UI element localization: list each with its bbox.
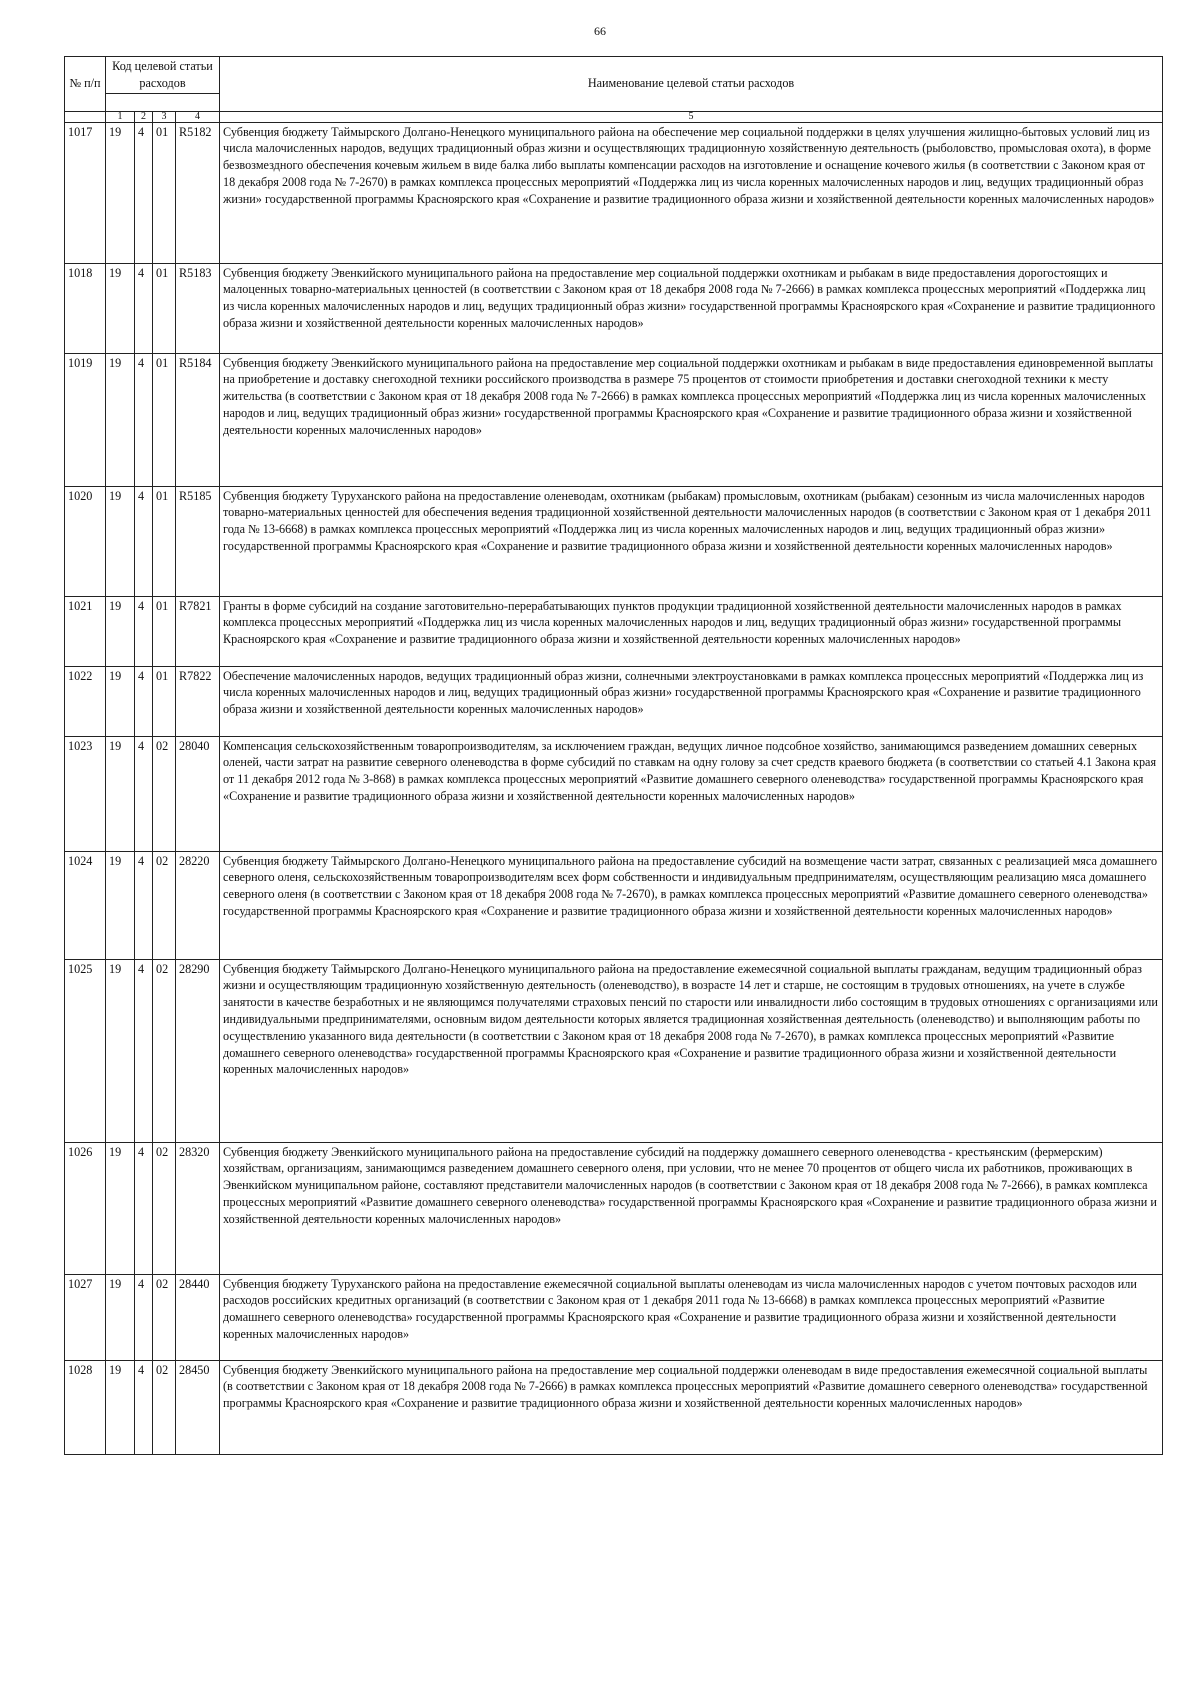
column-index: 4 (176, 111, 220, 122)
direction-code-cell: 02 (153, 1274, 176, 1360)
budget-classification-table (64, 56, 1163, 1455)
expense-name-cell: Субвенция бюджету Эвенкийского муниципального района на предоставление мер социальной поддержки охотникам и рыбакам в виде предоставления единовременной выплаты на приобретение и доставку снегоходной техники российского производства в размере 75 процентов от стоимости приобретения и доставки снегоходной техники к месту жительства (в соответствии с Законом края от 18 декабря 2008 года № 7-2666) в рамках комплекса процессных мероприятий «Поддержка лиц из числа коренных малочисленных народов и лиц, ведущих традиционный образ жизни» государственной программы Красноярского края «Сохранение и развитие традиционного образа жизни и хозяйственной деятельности коренных малочисленных народов» (220, 353, 1163, 486)
table-row (65, 122, 1163, 263)
name-column-header: Наименование целевой статьи расходов (220, 57, 1163, 112)
row-number-cell: 1020 (65, 486, 106, 596)
subprogram-code-cell: 4 (135, 666, 153, 736)
expense-code-cell: 28040 (176, 736, 220, 851)
expense-code-cell: 28440 (176, 1274, 220, 1360)
table-row (65, 1274, 1163, 1360)
direction-code-cell: 01 (153, 666, 176, 736)
expense-name-cell: Субвенция бюджету Туруханского района на предоставление ежемесячной социальной выплаты оленеводам из числа малочисленных народов с учетом почтовых расходов или расходов российских кредитных организаций (в соответствии с Законом края от 1 декабря 2011 года № 13-6668) в рамках комплекса процессных мероприятий «Развитие домашнего северного оленеводства» государственной программы Красноярского края «Сохранение и развитие традиционного образа жизни и хозяйственной деятельности коренных малочисленных народов» (220, 1274, 1163, 1360)
direction-code-cell: 01 (153, 353, 176, 486)
column-index: 5 (220, 111, 1163, 122)
subprogram-code-cell: 4 (135, 959, 153, 1142)
program-code-cell: 19 (106, 353, 135, 486)
subprogram-code-cell: 4 (135, 1274, 153, 1360)
direction-code-cell: 02 (153, 1142, 176, 1274)
expense-name-cell: Гранты в форме субсидий на создание заготовительно-перерабатывающих пунктов продукции традиционной хозяйственной деятельности малочисленных народов в рамках комплекса процессных мероприятий «Поддержка лиц из числа коренных малочисленных народов и лиц, ведущих традиционный образ жизни» государственной программы Красноярского края «Сохранение и развитие традиционного образа жизни и хозяйственной деятельности коренных малочисленных народов» (220, 596, 1163, 666)
row-number-cell: 1022 (65, 666, 106, 736)
program-code-cell: 19 (106, 851, 135, 959)
table-row (65, 666, 1163, 736)
expense-code-cell: 28220 (176, 851, 220, 959)
column-index (65, 111, 106, 122)
direction-code-cell: 02 (153, 959, 176, 1142)
subprogram-code-cell: 4 (135, 486, 153, 596)
expense-code-cell: R5182 (176, 122, 220, 263)
expense-code-cell: 28290 (176, 959, 220, 1142)
page-number: 66 (594, 24, 606, 38)
direction-code-cell: 02 (153, 736, 176, 851)
table-row (65, 736, 1163, 851)
expense-code-cell: R5184 (176, 353, 220, 486)
program-code-cell: 19 (106, 1142, 135, 1274)
expense-name-cell: Субвенция бюджету Эвенкийского муниципального района на предоставление субсидий на поддержку домашнего северного оленеводства - крестьянским (фермерским) хозяйствам, организациям, занимающимся разведением домашнего северного оленя, при условии, что не менее 70 процентов от общего числа их работников, проживающих в Эвенкийском муниципальном районе, составляют представители малочисленных народов (в соответствии с Законом края от 18 декабря 2008 года № 7-2666), в рамках комплекса процессных мероприятий «Развитие домашнего северного оленеводства» государственной программы Красноярского края «Сохранение и развитие традиционного образа жизни и хозяйственной деятельности коренных малочисленных народов» (220, 1142, 1163, 1274)
table-row (65, 851, 1163, 959)
expense-name-cell: Субвенция бюджету Туруханского района на предоставление оленеводам, охотникам (рыбакам) промысловым, охотникам (рыбакам) сезонным из числа малочисленных народов товарно-материальных ценностей для обеспечения ведения традиционной хозяйственной деятельности малочисленных народов (в соответствии с Законом края от 1 декабря 2011 года № 13-6668) в рамках комплекса процессных мероприятий «Поддержка лиц из числа коренных малочисленных народов и лиц, ведущих традиционный образ жизни» государственной программы Красноярского края «Сохранение и развитие традиционного образа жизни и хозяйственной деятельности коренных малочисленных народов» (220, 486, 1163, 596)
subprogram-code-cell: 4 (135, 596, 153, 666)
row-number-cell: 1027 (65, 1274, 106, 1360)
row-number-cell: 1026 (65, 1142, 106, 1274)
direction-code-cell: 02 (153, 851, 176, 959)
expense-name-cell: Компенсация сельскохозяйственным товаропроизводителям, за исключением граждан, ведущих личное подсобное хозяйство, занимающимся разведением домашних северных оленей, части затрат на развитие северного оленеводства в форме субсидий по ставкам на одну голову за счет средств краевого бюджета (в соответствии со статьей 4.1 Закона края от 11 декабря 2012 года № 3-868) в рамках комплекса процессных мероприятий «Развитие домашнего северного оленеводства» государственной программы Красноярского края «Сохранение и развитие традиционного образа жизни и хозяйственной деятельности коренных малочисленных народов» (220, 736, 1163, 851)
subprogram-code-cell: 4 (135, 1142, 153, 1274)
row-number-cell: 1018 (65, 263, 106, 353)
program-code-cell: 19 (106, 666, 135, 736)
expense-code-cell: R7821 (176, 596, 220, 666)
row-number-cell: 1023 (65, 736, 106, 851)
program-code-cell: 19 (106, 596, 135, 666)
row-number-cell: 1019 (65, 353, 106, 486)
program-code-cell: 19 (106, 1274, 135, 1360)
direction-code-cell: 01 (153, 122, 176, 263)
expense-name-cell: Субвенция бюджету Таймырского Долгано-Ненецкого муниципального района на предоставление ежемесячной социальной выплаты гражданам, ведущим традиционный образ жизни и осуществляющим традиционную хозяйственную деятельность (оленеводство), в возрасте 14 лет и старше, не состоящим в трудовых отношениях, на учете в службе занятости в качестве безработных и не являющимся получателями страховых пенсий по старости или инвалидности либо состоящим в трудовых отношениях с организациями или индивидуальными предпринимателями, основным видом деятельности которых является традиционная хозяйственная деятельность (оленеводство) и выполняющим работы по осуществлению указанного вида деятельности (в соответствии с Законом края от 18 декабря 2008 года № 7-2670), в рамках комплекса процессных мероприятий «Развитие домашнего северного оленеводства» государственной программы Красноярского края «Сохранение и развитие традиционного образа жизни и хозяйственной деятельности коренных малочисленных народов» (220, 959, 1163, 1142)
direction-code-cell: 01 (153, 596, 176, 666)
subprogram-code-cell: 4 (135, 122, 153, 263)
column-index: 1 (106, 111, 135, 122)
program-code-cell: 19 (106, 486, 135, 596)
column-index: 3 (153, 111, 176, 122)
direction-code-cell: 01 (153, 486, 176, 596)
expense-name-cell: Обеспечение малочисленных народов, ведущих традиционный образ жизни, солнечными электроустановками в рамках комплекса процессных мероприятий «Поддержка лиц из числа коренных малочисленных народов и лиц, ведущих традиционный образ жизни» государственной программы Красноярского края «Сохранение и развитие традиционного образа жизни и хозяйственной деятельности коренных малочисленных народов» (220, 666, 1163, 736)
subprogram-code-cell: 4 (135, 263, 153, 353)
expense-code-cell: R5183 (176, 263, 220, 353)
expense-name-cell: Субвенция бюджету Эвенкийского муниципального района на предоставление мер социальной поддержки охотникам и рыбакам в виде предоставления дорогостоящих и малоценных товарно-материальных ценностей (в соответствии с Законом края от 18 декабря 2008 года № 7-2666) в рамках комплекса процессных мероприятий «Поддержка лиц из числа коренных малочисленных народов и лиц, ведущих традиционный образ жизни» государственной программы Красноярского края «Сохранение и развитие традиционного образа жизни и хозяйственной деятельности коренных малочисленных народов» (220, 263, 1163, 353)
table-row (65, 1360, 1163, 1454)
table-row (65, 1142, 1163, 1274)
direction-code-cell: 02 (153, 1360, 176, 1454)
expense-code-cell: R5185 (176, 486, 220, 596)
program-code-cell: 19 (106, 1360, 135, 1454)
expense-name-cell: Субвенция бюджету Эвенкийского муниципального района на предоставление мер социальной поддержки оленеводам в виде предоставления ежемесячной социальной выплаты (в соответствии с Законом края от 18 декабря 2008 года № 7-2666) в рамках комплекса процессных мероприятий «Развитие домашнего северного оленеводства» государственной программы Красноярского края «Сохранение и развитие традиционного образа жизни и хозяйственной деятельности коренных малочисленных народов» (220, 1360, 1163, 1454)
row-number-cell: 1025 (65, 959, 106, 1142)
subprogram-code-cell: 4 (135, 1360, 153, 1454)
expense-name-cell: Субвенция бюджету Таймырского Долгано-Ненецкого муниципального района на обеспечение мер социальной поддержки в целях улучшения жилищно-бытовых условий лиц из числа малочисленных народов, ведущих традиционный образ жизни и осуществляющих традиционную хозяйственную деятельность (рыболовство, промысловая охота), в форме безвозмездного обеспечения кочевым жильем в виде балка либо выплаты компенсации расходов на изготовление и оснащение кочевого жилья (в соответствии с Законом края от 18 декабря 2008 года № 7-2670) в рамках комплекса процессных мероприятий «Поддержка лиц из числа коренных малочисленных народов и лиц, ведущих традиционный образ жизни» государственной программы Красноярского края «Сохранение и развитие традиционного образа жизни и хозяйственной деятельности коренных малочисленных народов» (220, 122, 1163, 263)
code-column-group-header: Код целевой статьи расходов (106, 57, 220, 94)
subprogram-code-cell: 4 (135, 851, 153, 959)
expense-code-cell: 28450 (176, 1360, 220, 1454)
expense-code-cell: 28320 (176, 1142, 220, 1274)
subprogram-code-cell: 4 (135, 736, 153, 851)
table-row (65, 596, 1163, 666)
row-number-cell: 1024 (65, 851, 106, 959)
program-code-cell: 19 (106, 263, 135, 353)
direction-code-cell: 01 (153, 263, 176, 353)
column-index: 2 (135, 111, 153, 122)
table-row (65, 263, 1163, 353)
table-row (65, 959, 1163, 1142)
expense-code-cell: R7822 (176, 666, 220, 736)
program-code-cell: 19 (106, 736, 135, 851)
program-code-cell: 19 (106, 959, 135, 1142)
table-row (65, 353, 1163, 486)
row-number-cell: 1028 (65, 1360, 106, 1454)
row-number-cell: 1017 (65, 122, 106, 263)
number-column-header: № п/п (65, 57, 106, 112)
row-number-cell: 1021 (65, 596, 106, 666)
table-row (65, 486, 1163, 596)
expense-name-cell: Субвенция бюджету Таймырского Долгано-Ненецкого муниципального района на предоставление субсидий на возмещение части затрат, связанных с реализацией мяса домашнего северного оленя, сельскохозяйственным товаропроизводителям всех форм собственности и индивидуальным предпринимателям, осуществляющим реализацию мяса домашнего северного оленя (в соответствии с Законом края от 18 декабря 2008 года № 7-2670), в рамках комплекса процессных мероприятий «Развитие домашнего северного оленеводства» государственной программы Красноярского края «Сохранение и развитие традиционного образа жизни и хозяйственной деятельности коренных малочисленных народов» (220, 851, 1163, 959)
subprogram-code-cell: 4 (135, 353, 153, 486)
program-code-cell: 19 (106, 122, 135, 263)
